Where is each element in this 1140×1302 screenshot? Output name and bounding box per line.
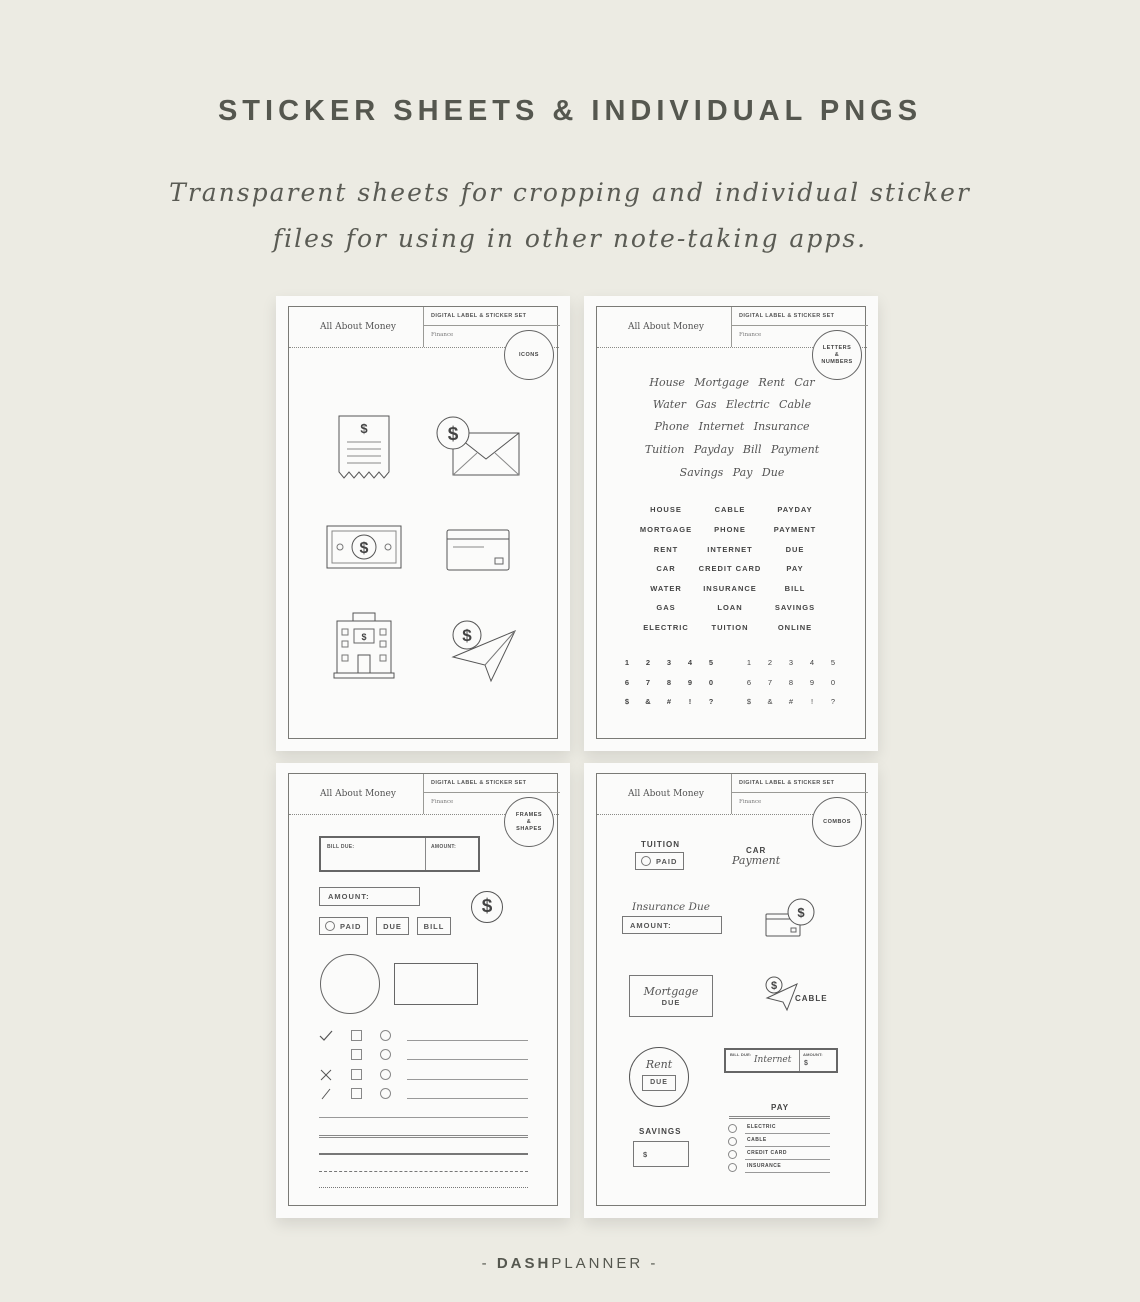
word-label: WATER (650, 584, 682, 593)
checkbox-circle (325, 921, 335, 931)
number-sticker: 5 (830, 658, 836, 667)
checklist-line (407, 1079, 528, 1080)
checkbox-circle (728, 1150, 737, 1159)
paid-label: PAID (340, 922, 362, 931)
section-badge: COMBOS (812, 797, 862, 847)
sheet-category: Finance (739, 332, 762, 338)
number-sticker: 4 (687, 658, 693, 667)
svg-text:$: $ (360, 421, 368, 436)
pay-label: PAY (771, 1103, 790, 1112)
bank-building-icon (333, 611, 395, 679)
script-row: House Mortgage Rent Car (649, 376, 815, 389)
number-sticker: 6 (624, 678, 630, 687)
sticker-sheet-frames (276, 763, 570, 1218)
word-label: GAS (656, 603, 676, 612)
checklist-line (407, 1059, 528, 1060)
section-badge: FRAMES & SHAPES (504, 797, 554, 847)
divider-line-dashed (319, 1171, 528, 1172)
banknote-icon (326, 525, 402, 569)
sheet-frame (596, 773, 866, 1206)
number-sticker: 0 (708, 678, 714, 687)
word-label: PAY (786, 564, 804, 573)
page-subheading (0, 170, 1140, 262)
pay-item-line (745, 1172, 830, 1173)
number-sticker: 4 (809, 658, 815, 667)
mortgage-script: Mortgage (643, 985, 699, 998)
divider-line (319, 1117, 528, 1118)
page-heading: STICKER SHEETS & INDIVIDUAL PNGS (217, 95, 923, 127)
planner-title: All About Money (320, 322, 396, 332)
dollar-envelope-icon (435, 413, 521, 477)
number-sticker: 7 (645, 678, 651, 687)
bill-tag: BILL (417, 917, 451, 935)
planner-title: All About Money (628, 322, 704, 332)
word-label: CAR (656, 564, 676, 573)
checkbox-square (351, 1069, 362, 1080)
number-sticker: 8 (666, 678, 672, 687)
number-sticker: 1 (746, 658, 752, 667)
dollar-circle-icon: $ (471, 891, 503, 923)
amount-label: AMOUNT: (431, 844, 457, 850)
sheet-frame (288, 306, 558, 739)
number-sticker: 8 (788, 678, 794, 687)
rent-script: Rent (645, 1058, 673, 1071)
car-payment-script: Payment (732, 854, 781, 867)
number-sticker: 3 (788, 658, 794, 667)
sheet-frame (288, 773, 558, 1206)
number-sticker: & (645, 697, 651, 706)
sheet-kicker: DIGITAL LABEL & STICKER SET (732, 774, 868, 793)
car-label: CAR (746, 846, 767, 855)
sheet-category: Finance (431, 332, 454, 338)
number-sticker: 6 (746, 678, 752, 687)
word-label: CREDIT CARD (698, 564, 762, 573)
divider-line-double (319, 1135, 528, 1138)
checkbox-circle (380, 1030, 391, 1041)
receipt-icon (337, 414, 391, 480)
svg-text:$: $ (447, 424, 459, 445)
amount-label: AMOUNT: (803, 1052, 823, 1057)
number-sticker: 9 (687, 678, 693, 687)
checkbox-circle (380, 1069, 391, 1080)
pay-item: CREDIT CARD (747, 1150, 787, 1156)
sticker-sheet-letters (584, 296, 878, 751)
number-sticker: & (767, 697, 773, 706)
planner-title: All About Money (628, 789, 704, 799)
word-label: BILL (784, 584, 806, 593)
frame-divider (799, 1050, 800, 1071)
word-label: ELECTRIC (643, 623, 689, 632)
pay-item: CABLE (747, 1137, 767, 1143)
checkbox-circle (728, 1124, 737, 1133)
number-sticker: ? (830, 697, 836, 706)
word-label: ONLINE (777, 623, 813, 632)
checklist-line (407, 1098, 528, 1099)
number-sticker: 1 (624, 658, 630, 667)
footer-prefix: - (481, 1255, 497, 1272)
svg-text:$: $ (797, 905, 805, 920)
number-sticker: # (788, 697, 794, 706)
due-tag: DUE (376, 917, 409, 935)
checkbox-circle (728, 1163, 737, 1172)
rectangle-shape (394, 963, 478, 1005)
word-label: MORTGAGE (639, 525, 693, 534)
svg-text:$: $ (361, 632, 367, 642)
subheading-line-2: files for using in other note-taking apps. (272, 224, 868, 253)
rent-due-circle (629, 1047, 689, 1107)
svg-text:$: $ (770, 980, 778, 992)
word-label: HOUSE (650, 505, 682, 514)
number-sticker: ! (688, 697, 692, 706)
checkbox-square (351, 1030, 362, 1041)
pay-item-line (745, 1133, 830, 1134)
number-sticker: 9 (809, 678, 815, 687)
sheet-kicker: DIGITAL LABEL & STICKER SET (732, 307, 868, 326)
brand-footer (0, 1255, 1140, 1272)
circle-shape (320, 954, 380, 1014)
dollar-paper-plane-icon (765, 976, 799, 1012)
footer-suffix: - (643, 1255, 659, 1272)
svg-text:$: $ (462, 626, 472, 645)
tuition-label: TUITION (641, 840, 680, 849)
brand-bold: DASH (496, 1255, 552, 1272)
word-label: PHONE (714, 525, 746, 534)
cross-icon (320, 1068, 332, 1080)
frame-divider (425, 838, 426, 870)
number-sticker: 7 (767, 678, 773, 687)
word-label: CABLE (714, 505, 746, 514)
credit-card-dollar-icon (765, 897, 817, 939)
sheet-kicker: DIGITAL LABEL & STICKER SET (424, 307, 560, 326)
internet-script: Internet (754, 1055, 792, 1065)
checkbox-square (351, 1049, 362, 1060)
bill-due-frame (319, 836, 480, 872)
word-label: DUE (785, 545, 805, 554)
sticker-sheet-icons (276, 296, 570, 751)
word-label: RENT (653, 545, 679, 554)
checklist-line (407, 1040, 528, 1041)
section-badge: ICONS (504, 330, 554, 380)
sheet-kicker: DIGITAL LABEL & STICKER SET (424, 774, 560, 793)
script-row: Phone Internet Insurance (654, 420, 810, 433)
savings-label: SAVINGS (639, 1127, 682, 1136)
insurance-due-script: Insurance Due (632, 901, 710, 913)
amount-dollar: $ (804, 1060, 809, 1067)
divider-line-thick (319, 1153, 528, 1155)
cable-label: CABLE (795, 994, 828, 1003)
word-label: PAYMENT (773, 525, 817, 534)
amount-frame: AMOUNT: (622, 916, 722, 934)
word-label: TUITION (711, 623, 749, 632)
script-row: Water Gas Electric Cable (652, 398, 812, 411)
subheading-line-1: Transparent sheets for cropping and individual sticker (169, 178, 971, 207)
word-label: SAVINGS (774, 603, 816, 612)
number-sticker: ! (810, 697, 814, 706)
dollar-paper-plane-icon (449, 617, 519, 683)
checkbox-circle (641, 856, 651, 866)
number-sticker: 3 (666, 658, 672, 667)
word-label: PAYDAY (777, 505, 813, 514)
checkbox-circle (380, 1049, 391, 1060)
credit-card-icon (446, 529, 510, 571)
word-label: LOAN (717, 603, 743, 612)
sticker-sheet-combos (584, 763, 878, 1218)
bill-due-frame (724, 1048, 838, 1073)
pay-item: ELECTRIC (747, 1124, 776, 1130)
mortgage-due-label: DUE (661, 998, 681, 1007)
number-sticker: ? (708, 697, 714, 706)
word-label: INTERNET (707, 545, 753, 554)
pay-item: INSURANCE (747, 1163, 782, 1169)
amount-frame: AMOUNT: (319, 887, 420, 906)
word-label: INSURANCE (703, 584, 757, 593)
pay-list-rule (729, 1116, 830, 1119)
divider-line-dotted (319, 1187, 528, 1188)
checkbox-square (351, 1088, 362, 1099)
brand-rest: PLANNER (551, 1255, 644, 1272)
script-row: Tuition Payday Bill Payment (644, 443, 820, 456)
number-sticker: 0 (830, 678, 836, 687)
mortgage-due-frame (629, 975, 713, 1017)
sheet-frame (596, 306, 866, 739)
planner-title: All About Money (320, 789, 396, 799)
paid-tag (635, 852, 684, 870)
checkmark-icon (319, 1029, 333, 1041)
paid-label: PAID (656, 857, 678, 866)
number-sticker: 2 (767, 658, 773, 667)
pay-item-line (745, 1159, 830, 1160)
slash-icon (321, 1087, 331, 1099)
number-sticker: 2 (645, 658, 651, 667)
sheet-category: Finance (431, 799, 454, 805)
bill-due-label: BILL DUE: (327, 844, 355, 850)
checkbox-circle (380, 1088, 391, 1099)
rent-due-tag: DUE (642, 1075, 676, 1091)
script-row: Savings Pay Due (679, 466, 785, 479)
paid-tag (319, 917, 368, 935)
pay-item-line (745, 1146, 830, 1147)
number-sticker: $ (624, 697, 630, 706)
section-badge: LETTERS & NUMBERS (812, 330, 862, 380)
number-sticker: 5 (708, 658, 714, 667)
savings-frame: $ (633, 1141, 689, 1167)
number-sticker: $ (746, 697, 752, 706)
checkbox-circle (728, 1137, 737, 1146)
sheet-category: Finance (739, 799, 762, 805)
bill-due-label: BILL DUE: (730, 1052, 752, 1057)
svg-text:$: $ (359, 540, 369, 557)
number-sticker: # (666, 697, 672, 706)
